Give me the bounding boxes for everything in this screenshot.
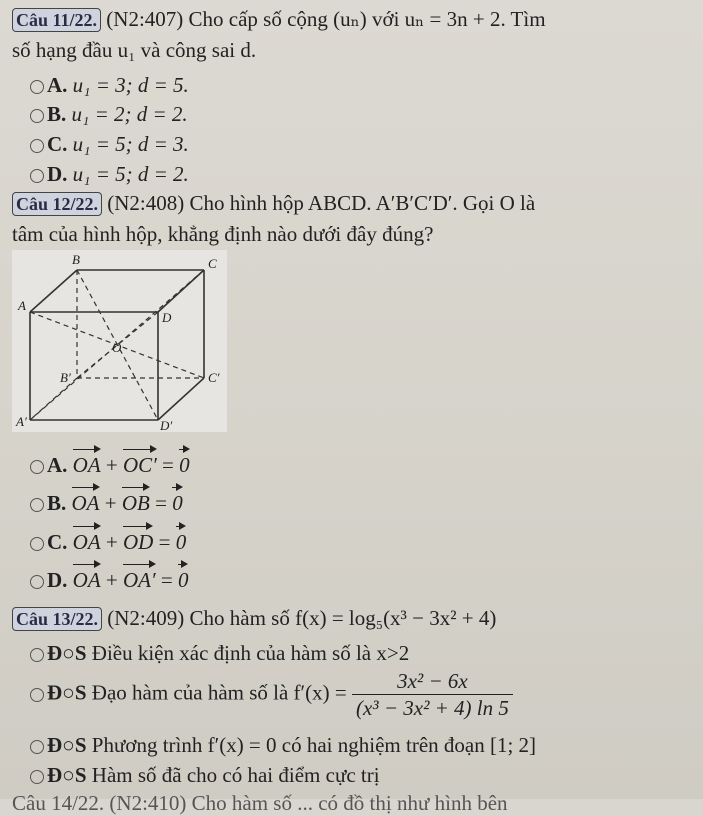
q11-tag: Câu 11/22.: [12, 8, 101, 32]
radio-icon[interactable]: [30, 169, 44, 183]
option-letter: D.: [47, 568, 68, 592]
fraction-numerator: 3x² − 6x: [352, 668, 513, 695]
vector-1: OA: [72, 530, 101, 554]
q12-option-b[interactable]: B. OA + OB = 0: [30, 490, 183, 516]
true-false-toggle[interactable]: Đ○S: [47, 680, 87, 705]
q13-stem: [12, 605, 496, 631]
q11-option-d[interactable]: [30, 161, 189, 187]
q11-option-c[interactable]: [30, 131, 189, 157]
vector-1: OA: [72, 453, 101, 477]
q11-option-a[interactable]: [30, 72, 189, 98]
q12-stem-line1: [12, 190, 535, 216]
option-text: u₁ = 3; d = 5.: [72, 73, 189, 97]
label-b: B: [72, 252, 80, 267]
true-false-toggle[interactable]: Đ○S: [47, 641, 87, 665]
zero-vector: 0: [179, 453, 190, 477]
q12-option-a[interactable]: A. OA + OC′ = 0: [30, 452, 190, 478]
radio-icon[interactable]: [30, 688, 44, 702]
q12-stem-line2: tâm của hình hộp, khẳng định nào dưới đây đúng?: [12, 222, 434, 246]
q12-option-c[interactable]: C. OA + OD = 0: [30, 529, 186, 555]
option-letter: A.: [47, 453, 68, 477]
statement-text: Đạo hàm của hàm số là f′(x) =: [91, 680, 347, 705]
option-letter: C.: [47, 530, 68, 554]
option-letter: C.: [47, 132, 68, 156]
radio-icon[interactable]: [30, 537, 44, 551]
label-c-prime: C′: [208, 370, 220, 385]
label-d: D: [162, 310, 172, 325]
true-false-toggle[interactable]: Đ○S: [47, 763, 87, 787]
zero-vector: 0: [175, 530, 187, 554]
zero-vector: 0: [172, 491, 183, 515]
q13-stem-text: (N2:409) Cho hàm số f(x) = log₅(x³ − 3x² + 4): [107, 606, 497, 630]
q11-stem-a: (N2:407) Cho cấp số cộng (uₙ) với uₙ = 3n + 2. Tìm: [106, 7, 546, 31]
label-c: C: [208, 256, 217, 271]
option-text: u₁ = 5; d = 3.: [72, 132, 189, 156]
radio-icon[interactable]: [30, 648, 44, 662]
q12-stem-a: (N2:408) Cho hình hộp ABCD. A′B′C′D′. Gọi O là: [107, 191, 536, 215]
cutoff-next-question: Câu 14/22. (N2:410) Cho hàm số ... có đồ thị như hình bên: [12, 791, 508, 815]
vector-2: OD: [123, 530, 154, 554]
q12-option-d[interactable]: D. OA + OA′ = 0: [30, 567, 188, 593]
radio-icon[interactable]: [30, 740, 44, 754]
fraction-denominator: (x³ − 3x² + 4) ln 5: [355, 696, 509, 720]
q13-tag: Câu 13/22.: [12, 607, 102, 631]
q13-statement-1[interactable]: [30, 640, 409, 666]
q13-statement-3[interactable]: [30, 732, 536, 758]
vector-2: OA′: [123, 568, 156, 592]
option-letter: A.: [47, 73, 68, 97]
vector-2: OC′: [123, 453, 157, 477]
q13-statement-4[interactable]: [30, 762, 380, 788]
q11-option-b[interactable]: [30, 101, 188, 127]
label-d-prime: D′: [160, 418, 173, 432]
vector-1: OA: [72, 568, 101, 592]
option-letter: B.: [47, 102, 67, 126]
statement-text: Phương trình f′(x) = 0 có hai nghiệm trên đoạn [1; 2]: [91, 733, 537, 757]
q11-stem-line1: [12, 6, 546, 32]
vector-2: OB: [121, 491, 150, 515]
true-false-toggle[interactable]: Đ○S: [47, 733, 87, 757]
parallelepiped-figure: [12, 250, 227, 432]
q11-stem-line2: số hạng đầu u₁ và công sai d.: [12, 38, 257, 62]
radio-icon[interactable]: [30, 575, 44, 589]
radio-icon[interactable]: [30, 460, 44, 474]
radio-icon[interactable]: [30, 770, 44, 784]
option-letter: D.: [47, 162, 68, 186]
radio-icon[interactable]: [30, 139, 44, 153]
label-a-prime: A′: [16, 414, 27, 429]
radio-icon[interactable]: [30, 109, 44, 123]
option-letter: B.: [47, 491, 67, 515]
radio-icon[interactable]: [30, 498, 44, 512]
q13-statement-2[interactable]: [30, 668, 513, 721]
zero-vector: 0: [177, 568, 189, 592]
option-text: u₁ = 2; d = 2.: [71, 102, 188, 126]
statement-text: Hàm số đã cho có hai điểm cực trị: [91, 763, 380, 787]
derivative-fraction: [352, 668, 513, 721]
option-text: u₁ = 5; d = 2.: [72, 162, 189, 186]
label-o: O: [112, 340, 122, 355]
statement-text: Điều kiện xác định của hàm số là x>2: [91, 641, 410, 665]
q12-tag: Câu 12/22.: [12, 192, 102, 216]
label-b-prime: B′: [60, 370, 71, 385]
label-a: A: [18, 298, 26, 313]
vector-1: OA: [71, 491, 100, 515]
radio-icon[interactable]: [30, 80, 44, 94]
